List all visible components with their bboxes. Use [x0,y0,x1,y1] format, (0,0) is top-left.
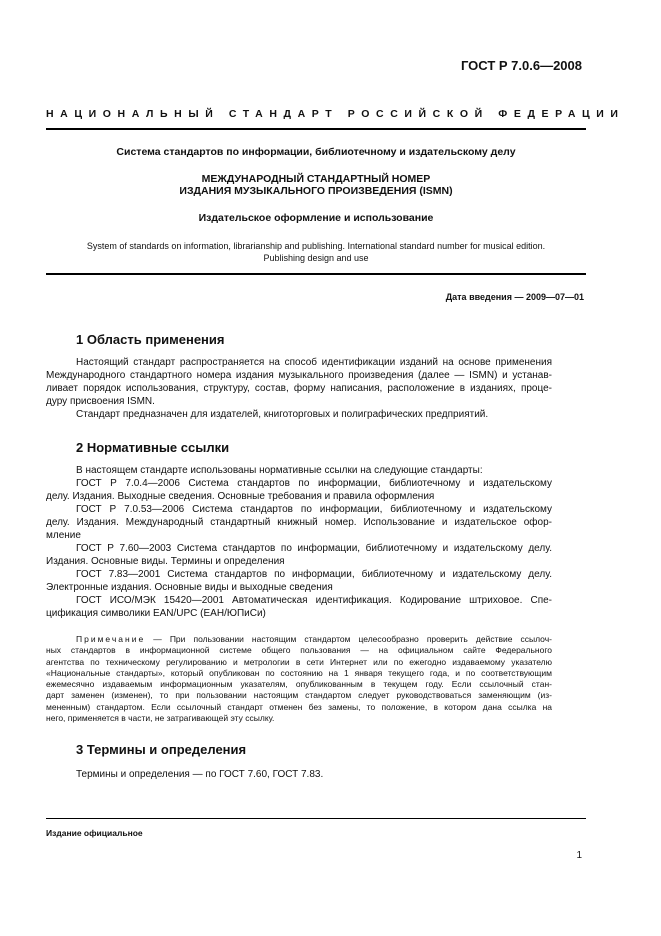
title-divider [46,273,586,275]
section-1-heading: 1 Область применения [76,332,225,347]
english-title-line-2: Publishing design and use [263,253,369,263]
section-3-text: Термины и определения — по ГОСТ 7.60, ГОСТ 7.83. [76,769,324,780]
section-2-heading: 2 Нормативные ссылки [76,440,230,455]
reference-line: ГОСТ 7.83—2001 Система стандартов по информации, библиотечному и издательскому делу. [76,569,552,580]
edition-label: Издание официальное [46,828,143,838]
national-standard-banner: НАЦИОНАЛЬНЫЙ СТАНДАРТ РОССИЙСКОЙ ФЕДЕРАЦИИ [46,108,625,120]
note-line: него, применяется в части, не затрагивающей эту ссылку. [46,713,275,724]
reference-line: ГОСТ ИСО/МЭК 15420—2001 Автоматическая идентификация. Кодирование штриховое. Спе- [76,595,552,606]
page-number: 1 [576,850,582,861]
standards-series: Система стандартов по информации, библиотечному и издательскому делу [116,146,516,158]
reference-line: Электронные издания. Основные виды и выходные сведения [46,582,333,593]
english-title-line-1: System of standards on information, librarianship and publishing. International standard number for musical edition. [86,241,546,251]
note-line: ежемесячно издаваемым информационным указателям, опубликованным в текущем году. Если ссылочный стан- [46,679,552,690]
section-3-body [46,768,552,781]
header-divider [46,128,586,130]
section-1-p1-line: Настоящий стандарт распространяется на способ идентификации изданий на основе применения [76,357,552,368]
reference-line: ГОСТ Р 7.0.4—2006 Система стандартов по информации, библиотечному и издательскому [76,478,552,489]
subtitle: Издательское оформление и использование [198,212,434,224]
introduction-date: Дата введения — 2009—07—01 [445,292,584,302]
reference-line: ГОСТ Р 7.0.53—2006 Система стандартов по информации, библиотечному и издательскому [76,504,552,515]
reference-line: делу. Издания. Международный стандартный книжный номер. Использование и издательское офор- [46,517,552,528]
title-line-1: МЕЖДУНАРОДНЫЙ СТАНДАРТНЫЙ НОМЕР [201,173,431,185]
reference-line: делу. Издания. Выходные сведения. Основные требования и правила оформления [46,491,435,502]
note-label: Примечание [76,634,146,644]
reference-line: ГОСТ Р 7.60—2003 Система стандартов по информации, библиотечному и издательскому делу. [76,543,552,554]
reference-line: мление [46,530,81,541]
note-line: агентства по техническому регулированию и метрологии в сети Интернет или по ежегодно издаваемому указателю [46,656,552,667]
note-line-1 [76,634,552,645]
section-1-p2: Стандарт предназначен для издателей, книготорговых и полиграфических предприятий. [76,409,489,420]
section-2-intro: В настоящем стандарте использованы нормативные ссылки на следующие стандарты: [76,465,483,476]
note-line: мененным) стандартом. Если ссылочный стандарт отменен без замены, то положение, в котором дана ссылка на [46,701,552,712]
section-1-p1-line: Международного стандартного номера издания музыкального произведения (далее — ISMN) и устанав- [46,370,552,381]
document-id: ГОСТ Р 7.0.6—2008 [460,58,582,73]
reference-line: цификация символики EAN/UPC (ЕАН/ЮПиСи) [46,608,266,619]
section-3-heading: 3 Термины и определения [76,742,247,757]
title-line-2: ИЗДАНИЯ МУЗЫКАЛЬНОГО ПРОИЗВЕДЕНИЯ (ISMN) [179,185,453,197]
section-1-p1-line: дуру присвоения ISMN. [46,396,155,407]
note-text: — При пользовании настоящим стандартом целесообразно проверить действие ссылоч- [153,634,552,644]
section-2-body [46,464,552,620]
reference-line: Издания. Основные виды. Термины и определения [46,556,285,567]
section-1-p1-line: ливает порядок использования, структуру, состав, форму написания, расположение в изданиях, проце- [46,383,552,394]
section-1-body [46,356,552,421]
reference-note [46,634,552,724]
english-title [46,240,586,264]
note-line: ных стандартов в информационной системе общего пользования — на официальном сайте Федерального [46,645,552,656]
footer-divider [46,818,586,819]
note-line: дарт заменен (изменен), то при пользовании настоящим стандартом следует руководствоваться заменяющим (из- [46,690,552,701]
note-line: «Национальные стандарты», который опубликован по состоянию на 1 января текущего года, и по соответствующим [46,667,552,678]
